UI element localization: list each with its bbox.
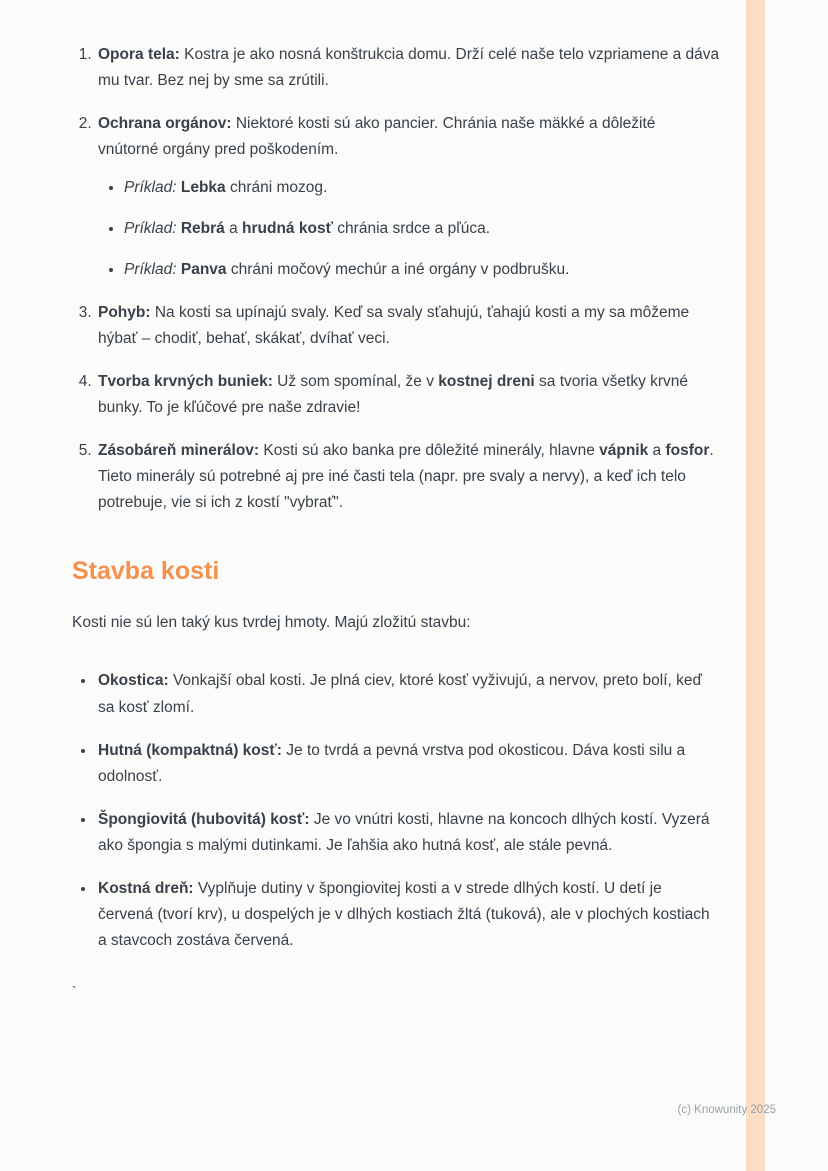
text-segment: Špongiovitá (hubovitá) kosť:: [98, 810, 314, 828]
text-segment: vápnik: [599, 442, 649, 460]
text-segment: Pohyb:: [98, 304, 155, 322]
text-segment: Príklad:: [124, 261, 181, 279]
text-segment: chráni močový mechúr a iné orgány v podbrušku.: [226, 261, 570, 279]
text-segment: Príklad:: [124, 220, 181, 238]
text-segment: . Tieto minerály sú potrebné aj pre iné časti tela (napr. pre svaly a nervy), a keď ich telo potrebuje, vie si ich z kostí "vybrať".: [98, 442, 714, 512]
text-segment: Je to tvrdá a pevná vrstva pod okosticou. Dáva kosti silu a odolnosť.: [98, 741, 686, 785]
numbered-list-item: [96, 369, 720, 421]
sub-bullet-item: [124, 216, 720, 242]
text-segment: a: [648, 442, 666, 460]
text-segment: Kosti sú ako banka pre dôležité minerály, hlavne: [263, 442, 600, 460]
sub-bullet-list: [98, 175, 720, 283]
text-segment: Je vo vnútri kosti, hlavne na koncoch dlhých kostí. Vyzerá ako špongia s malými dutinkami. Je ľahšia ako hutná kosť, ale stále pevná.: [98, 810, 710, 854]
text-segment: Už som spomínal, že v: [277, 373, 439, 391]
text-segment: chránia srdce a pľúca.: [333, 220, 491, 238]
text-segment: Vonkajší obal kosti. Je plná ciev, ktoré kosť vyživujú, a nervov, preto bolí, keď sa kosť zlomí.: [98, 672, 703, 716]
text-segment: Panva: [180, 261, 227, 279]
text-segment: Rebrá: [180, 220, 225, 238]
text-segment: sa tvoria všetky krvné bunky. To je kľúčové pre naše zdravie!: [98, 373, 689, 417]
text-segment: Tvorba krvných buniek:: [98, 373, 278, 391]
footer-copyright: (c) Knowunity 2025: [677, 1104, 776, 1116]
text-segment: fosfor: [665, 442, 710, 460]
numbered-list-item: [96, 42, 720, 94]
bullet-list-item: [96, 876, 720, 954]
bullet-list-item: [96, 668, 720, 720]
text-segment: Ochrana orgánov:: [98, 115, 236, 133]
text-segment: Kostra je ako nosná konštrukcia domu. Drží celé naše telo vzpriamene a dáva mu tvar. Bez nej by sme sa zrútili.: [98, 46, 720, 90]
numbered-list-item: [96, 111, 720, 283]
text-segment: Okostica:: [98, 672, 173, 690]
numbered-list: [72, 42, 720, 516]
numbered-list-item: [96, 438, 720, 516]
text-segment: kostnej dreni: [438, 373, 535, 391]
intro-paragraph: Kosti nie sú len taký kus tvrdej hmoty. Majú zložitú stavbu:: [72, 614, 471, 632]
numbered-list-item: [96, 300, 720, 352]
bullet-list: [72, 668, 720, 953]
bullet-list-item: [96, 738, 720, 790]
sub-bullet-item: [124, 175, 720, 201]
text-segment: Príklad:: [124, 179, 181, 197]
stray-character: `: [72, 982, 77, 999]
text-segment: chráni mozog.: [225, 179, 328, 197]
text-segment: Opora tela:: [98, 46, 185, 63]
text-segment: Hutná (kompaktná) kosť:: [98, 741, 287, 759]
text-segment: Na kosti sa upínajú svaly. Keď sa svaly sťahujú, ťahajú kosti a my sa môžeme hýbať – chodiť, behať, skákať, dvíhať veci.: [98, 304, 690, 348]
bullet-list-item: [96, 807, 720, 859]
section-heading: Stavba kosti: [72, 557, 220, 586]
text-segment: Zásobáreň minerálov:: [98, 442, 264, 460]
text-segment: Lebka: [180, 179, 226, 197]
text-segment: a: [224, 220, 243, 238]
text-segment: hrudná kosť: [242, 220, 333, 238]
text-segment: Kostná dreň:: [98, 879, 198, 897]
text-segment: Vyplňuje dutiny v špongiovitej kosti a v strede dlhých kostí. U detí je červená (tvorí krv), u dospelých je v dlhých kostiach žltá (tuková), ale v plochých kostiach a stavcoch zostáva červená.: [98, 879, 710, 949]
text-segment: Niektoré kosti sú ako pancier. Chránia naše mäkké a dôležité vnútorné orgány pred poškodením.: [98, 115, 656, 159]
sub-bullet-item: [124, 257, 720, 283]
